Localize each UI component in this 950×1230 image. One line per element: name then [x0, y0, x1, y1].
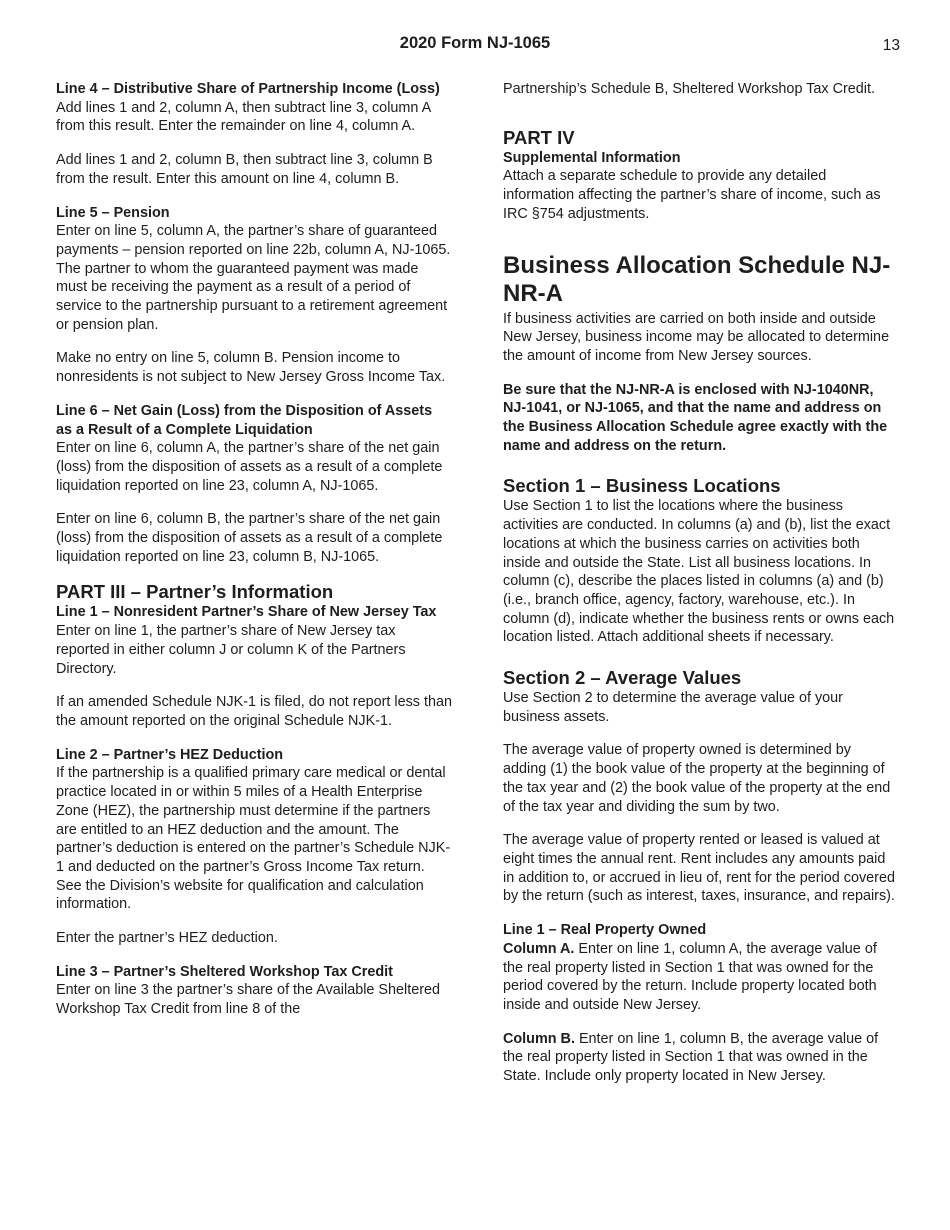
section1-heading: Section 1 – Business Locations: [503, 475, 781, 497]
column-a-body: Enter on line 1, column A, the average value of the real property listed in Section 1 that was owned for the period covered by the return. Include property located both inside and outside New Jersey.: [503, 940, 877, 1013]
section2-text-c-block: [503, 831, 897, 906]
section2: [503, 667, 897, 726]
bas-notice-text: Be sure that the NJ-NR-A is enclosed with NJ-1040NR, NJ-1041, or NJ-1065, and that the name and address on the Business Allocation Schedule agree exactly with the name and address on the return.: [503, 381, 888, 454]
section1: [503, 475, 897, 647]
line1-heading: Line 1 – Real Property Owned: [503, 922, 707, 939]
part3-line3-text: Enter on line 3 the partner’s share of the Available Sheltered Workshop Tax Credit from line 8 of the: [56, 982, 441, 1018]
part3-heading: PART III – Partner’s Information: [56, 581, 334, 603]
part3-section: [56, 581, 452, 678]
section2-text-b-block: [503, 741, 897, 816]
line5-text-b: Make no entry on line 5, column B. Pension income to nonresidents is not subject to New Jersey Gross Income Tax.: [56, 350, 446, 386]
part3-line2-text-b: Enter the partner’s HEZ deduction.: [56, 930, 278, 947]
right-column: [503, 80, 897, 1101]
line6-section: [56, 402, 452, 496]
line4-text-b: Add lines 1 and 2, column B, then subtract line 3, column B from the result. Enter this amount on line 4, column B.: [56, 152, 433, 187]
left-column: [56, 80, 452, 1034]
section2-text-c: The average value of property rented or leased is valued at eight times the annual rent. Rent includes any amounts paid in addition to, or accrued in lieu of, rent for the period covered by the return (such as interest, taxes, insurance, and repairs).: [503, 832, 895, 905]
line4-section: [56, 80, 452, 136]
continued-text: Partnership’s Schedule B, Sheltered Workshop Tax Credit.: [503, 81, 875, 97]
page-number: 13: [882, 37, 900, 54]
line4-text-b-block: [56, 151, 452, 188]
column-b-block: [503, 1030, 897, 1086]
part3-line1-text-b-block: [56, 693, 452, 730]
line6-heading: Line 6 – Net Gain (Loss) from the Disposition of Assets as a Result of a Complete Liquidation: [56, 402, 433, 438]
line6-text-a: Enter on line 6, column A, the partner’s share of the net gain (loss) from the disposition of assets as a result of a complete liquidation reported on line 23, column A, NJ-1065.: [56, 440, 443, 494]
part3-line3-section: [56, 963, 452, 1019]
line1-section: [503, 921, 897, 1015]
part4-text: Attach a separate schedule to provide any detailed information affecting the partner’s share of income, such as IRC §754 adjustments.: [503, 168, 881, 222]
line5-text-b-block: [56, 349, 452, 386]
section2-heading: Section 2 – Average Values: [503, 667, 742, 689]
column-b-body: Enter on line 1, column B, the average value of the real property listed in Section 1 that was owned in the State. Include only property located in New Jersey.: [503, 1030, 879, 1085]
part3-line2-text-a: If the partnership is a qualified primary care medical or dental practice located in or within 5 miles of a Health Enterprise Zone (HEZ), the partnership must determine if the partners are entitled to an HEZ deduction and the amount. The partner’s deduction is entered on the partner’s Schedule NJK-1 and deducted on the partner’s Gross Income Tax return. See the Division’s website for qualification and calculation information.: [56, 765, 451, 913]
part4-subheading: Supplemental Information: [503, 149, 681, 166]
part3-line1-text-a: Enter on line 1, the partner’s share of New Jersey tax reported in either column J or column K of the Partners Directory.: [56, 623, 406, 677]
bas-section: [503, 252, 897, 366]
part4-heading: PART IV: [503, 126, 575, 148]
page-title: 2020 Form NJ-1065: [399, 34, 551, 52]
line6-text-b-block: [56, 510, 452, 566]
bas-heading: Business Allocation Schedule NJ-NR-A: [503, 251, 891, 307]
bas-intro-text: If business activities are carried on both inside and outside New Jersey, business income may be allocated to determine the amount of income from New Jersey sources.: [503, 310, 890, 364]
line5-section: [56, 204, 452, 335]
part3-line3-heading: Line 3 – Partner’s Sheltered Workshop Tax Credit: [56, 963, 393, 980]
section2-text-b: The average value of property owned is determined by adding (1) the book value of the property at the beginning of the tax year and (2) the book value of the property at the end of the tax year and dividing the sum by two.: [503, 742, 891, 815]
section2-text-a: Use Section 2 to determine the average value of your business assets.: [503, 690, 843, 725]
column-b-text: [503, 1030, 897, 1086]
continued-text-block: [503, 80, 897, 99]
section1-text: Use Section 1 to list the locations where the business activities are conducted. In columns (a) and (b), list the exact locations at which the business carries on activities both inside and outside the State. List all business locations. In column (c), describe the places listed in columns (a) and (b) (i.e., branch office, agency, factory, warehouse, etc.). In column (d), indicate whether the business rents or owns each location listed. Attach additional sheets if necessary.: [503, 498, 895, 646]
line4-heading: Line 4 – Distributive Share of Partnership Income (Loss): [56, 81, 440, 97]
bas-notice-block: [503, 381, 897, 456]
line5-text-a: Enter on line 5, column A, the partner’s share of guaranteed payments – pension reported on line 22b, column A, NJ-1065. The partner to whom the guaranteed payment was made must be receiving the payment as a result of a period of service to the partnership pursuant to a retirement agreement or pension plan.: [56, 223, 451, 333]
part3-line2-text-b-block: [56, 929, 452, 948]
part4-section: [503, 127, 897, 224]
column-a-text: [503, 940, 897, 1015]
line6-text-b: Enter on line 6, column B, the partner’s share of the net gain (loss) from the disposition of assets as a result of a complete liquidation reported on line 23, column B, NJ-1065.: [56, 511, 443, 565]
part3-line2-heading: Line 2 – Partner’s HEZ Deduction: [56, 746, 284, 763]
column-b-label: Column B.: [503, 1030, 575, 1047]
part3-line2-section: [56, 746, 452, 914]
line4-text-a: Add lines 1 and 2, column A, then subtract line 3, column A from this result. Enter the remainder on line 4, column A.: [56, 99, 431, 135]
part3-line1-heading: Line 1 – Nonresident Partner’s Share of New Jersey Tax: [56, 604, 437, 621]
column-a-label: Column A.: [503, 940, 575, 957]
part3-line1-text-b: If an amended Schedule NJK-1 is filed, do not report less than the amount reported on the original Schedule NJK-1.: [56, 694, 452, 729]
line5-heading: Line 5 – Pension: [56, 204, 170, 221]
